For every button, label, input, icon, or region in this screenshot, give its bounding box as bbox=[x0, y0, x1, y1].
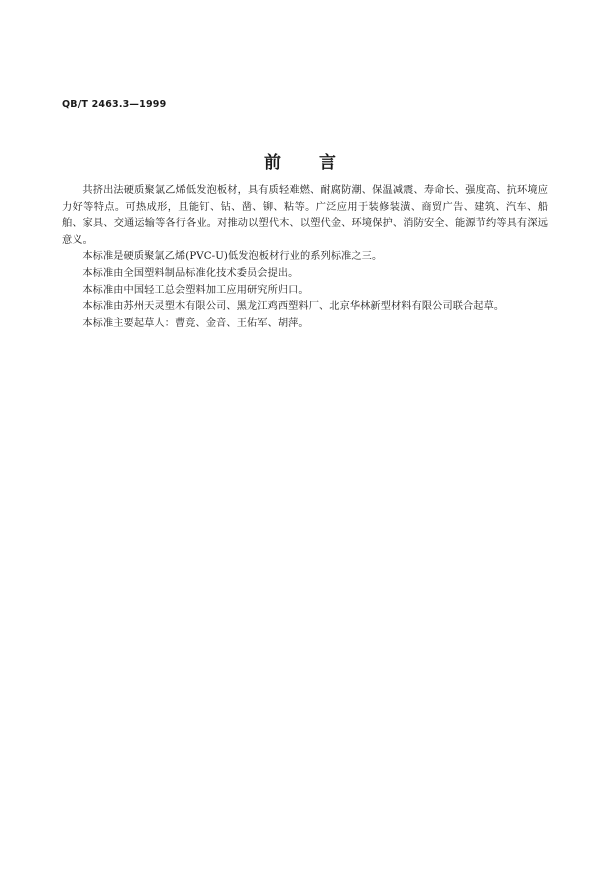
paragraph-series: 本标准是硬质聚氯乙烯(PVC-U)低发泡板材行业的系列标准之三。 bbox=[82, 251, 383, 263]
paragraph-intro: 共挤出法硬质聚氯乙烯低发泡板材，具有质轻难燃、耐腐防潮、保温减震、寿命长、强度高、抗环境应力好等特点。可热成形，且能钉、钻、凿、铆、粘等。广泛应用于装修装潢、商贸广告、建筑、汽车、船舶、家具、交通运输等各行各业。对推动以塑代木、以塑代金、环境保护、消防安全、能源节约等具有深远意义。 bbox=[62, 185, 548, 246]
paragraph-managed-by: 本标准由中国轻工总会塑料加工应用研究所归口。 bbox=[82, 284, 309, 296]
paragraph-drafters: 本标准主要起草人：曹竞、金音、王佑军、胡萍。 bbox=[82, 317, 309, 329]
page-title: 前言 bbox=[264, 153, 374, 173]
standard-code: QB/T 2463.3—1999 bbox=[62, 99, 167, 110]
foreword-body bbox=[62, 183, 548, 332]
paragraph-proposed-by: 本标准由全国塑料制品标准化技术委员会提出。 bbox=[82, 267, 299, 279]
paragraph-drafted-by: 本标准由苏州天灵塑木有限公司、黑龙江鸡西塑料厂、北京华林新型材料有限公司联合起草。 bbox=[82, 301, 505, 313]
